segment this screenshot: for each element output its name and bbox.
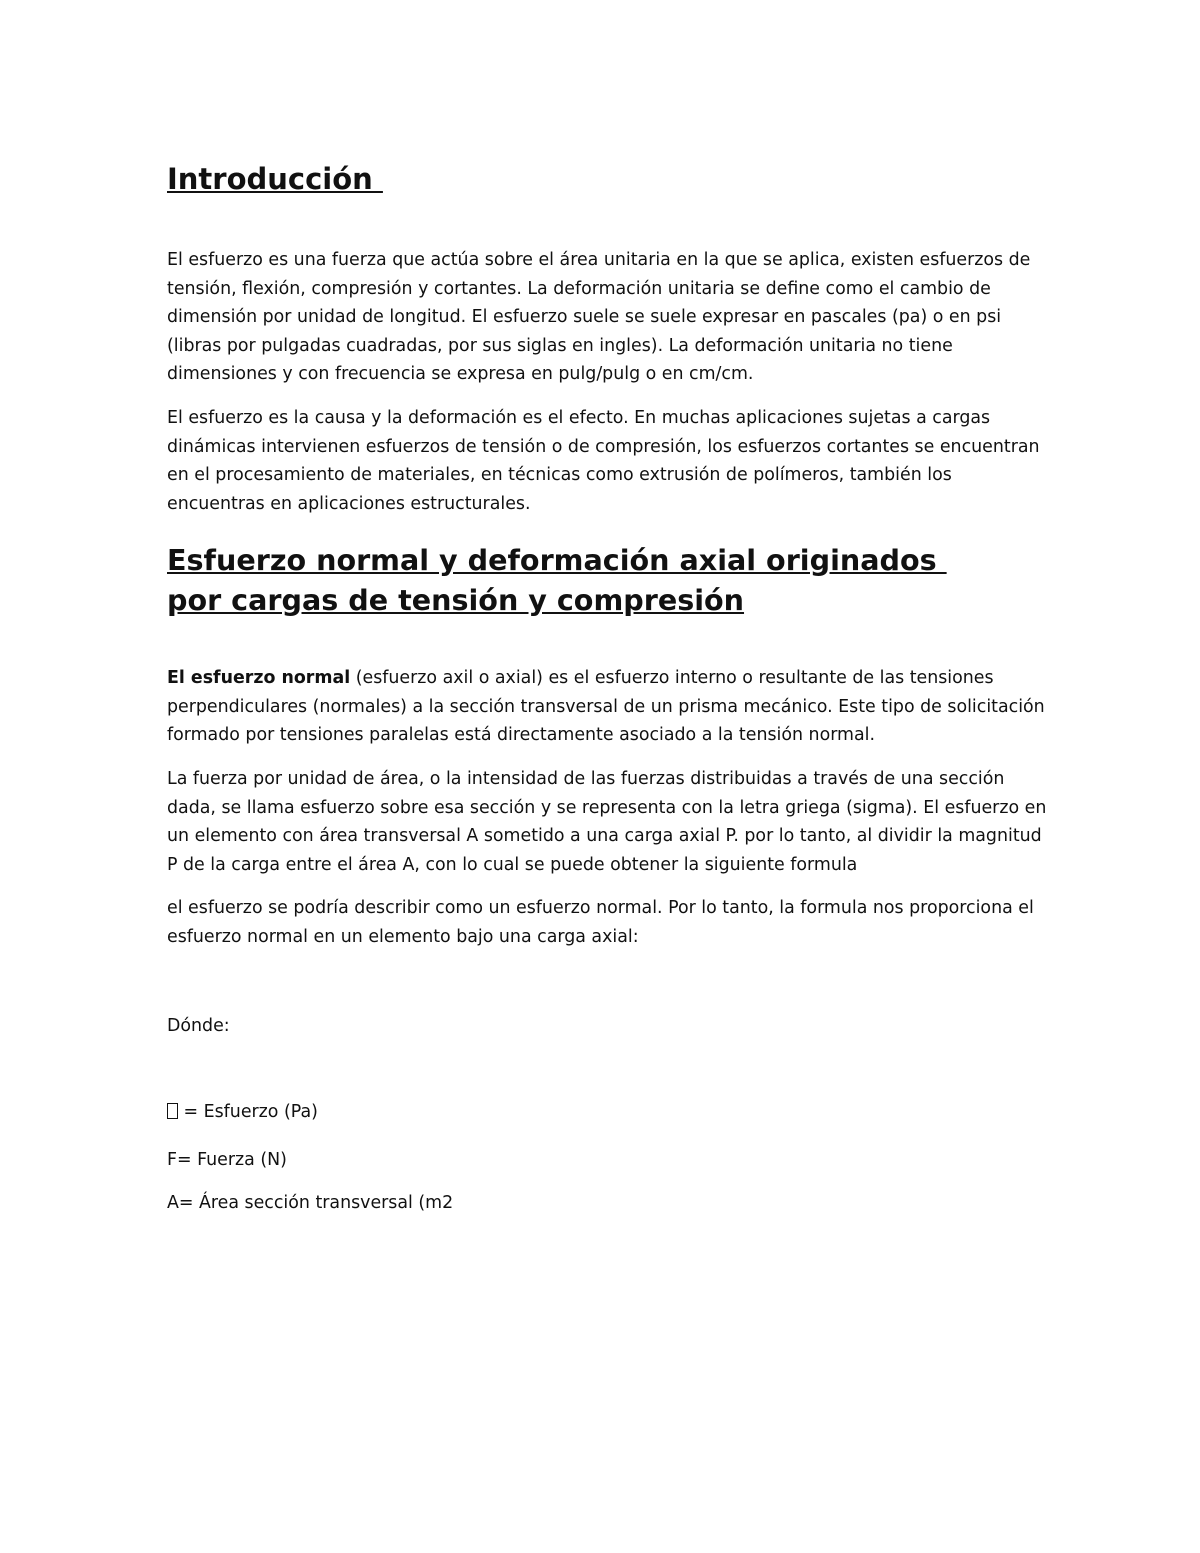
definition-force: F= Fuerza (N)	[167, 1150, 287, 1170]
heading-line-2: por cargas de tensión y compresión	[167, 583, 745, 617]
intro-paragraph-2: El esfuerzo es la causa y la deformación es el efecto. En muchas aplicaciones sujetas a cargas dinámicas intervienen esfuerzos de tensión o de compresión, los esfuerzos cortantes se encuentran en el procesamiento de materiales, en técnicas como extrusión de polímeros, también los encuentras en aplicaciones estructurales.	[167, 408, 1040, 514]
force-per-area-paragraph: La fuerza por unidad de área, o la intensidad de las fuerzas distribuidas a través de una sección dada, se llama esfuerzo sobre esa sección y se representa con la letra griega (sigma). El esfuerzo en un elemento con área transversal A sometido a una carga axial P. por lo tanto, al dividir la magnitud P de la carga entre el área A, con lo cual se puede obtener la siguiente formula	[167, 769, 1047, 875]
sigma-missing-glyph-icon	[167, 1103, 178, 1119]
donde-label: Dónde:	[167, 1016, 230, 1036]
formula-intro-paragraph: el esfuerzo se podría describir como un esfuerzo normal. Por lo tanto, la formula nos proporciona el esfuerzo normal en un elemento bajo una carga axial:	[167, 898, 1034, 947]
normal-stress-term: El esfuerzo normal	[167, 668, 351, 688]
intro-paragraph-1: El esfuerzo es una fuerza que actúa sobre el área unitaria en la que se aplica, existen esfuerzos de tensión, flexión, compresión y cortantes. La deformación unitaria se define como el cambio de dimensión por unidad de longitud. El esfuerzo suele se suele expresar en pascales (pa) o en psi (libras por pulgadas cuadradas, por sus siglas en ingles). La deformación unitaria no tiene dimensiones y con frecuencia se expresa en pulg/pulg o en cm/cm.	[167, 250, 1031, 385]
normal-stress-text: (esfuerzo axil o axial) es el esfuerzo interno o resultante de las tensiones perpendiculares (normales) a la sección transversal de un prisma mecánico. Este tipo de solicitación formado por tensiones paralelas está directamente asociado a la tensión normal.	[167, 668, 1045, 746]
heading-line-1: Esfuerzo normal y deformación axial originados	[167, 543, 947, 577]
definition-area: A= Área sección transversal (m2	[167, 1193, 454, 1213]
heading-introduccion: Introducción	[167, 162, 383, 196]
definition-sigma-text: = Esfuerzo (Pa)	[178, 1102, 318, 1122]
normal-stress-paragraph	[167, 664, 1047, 750]
heading-esfuerzo-normal	[167, 540, 1047, 620]
definition-sigma	[167, 1098, 318, 1126]
